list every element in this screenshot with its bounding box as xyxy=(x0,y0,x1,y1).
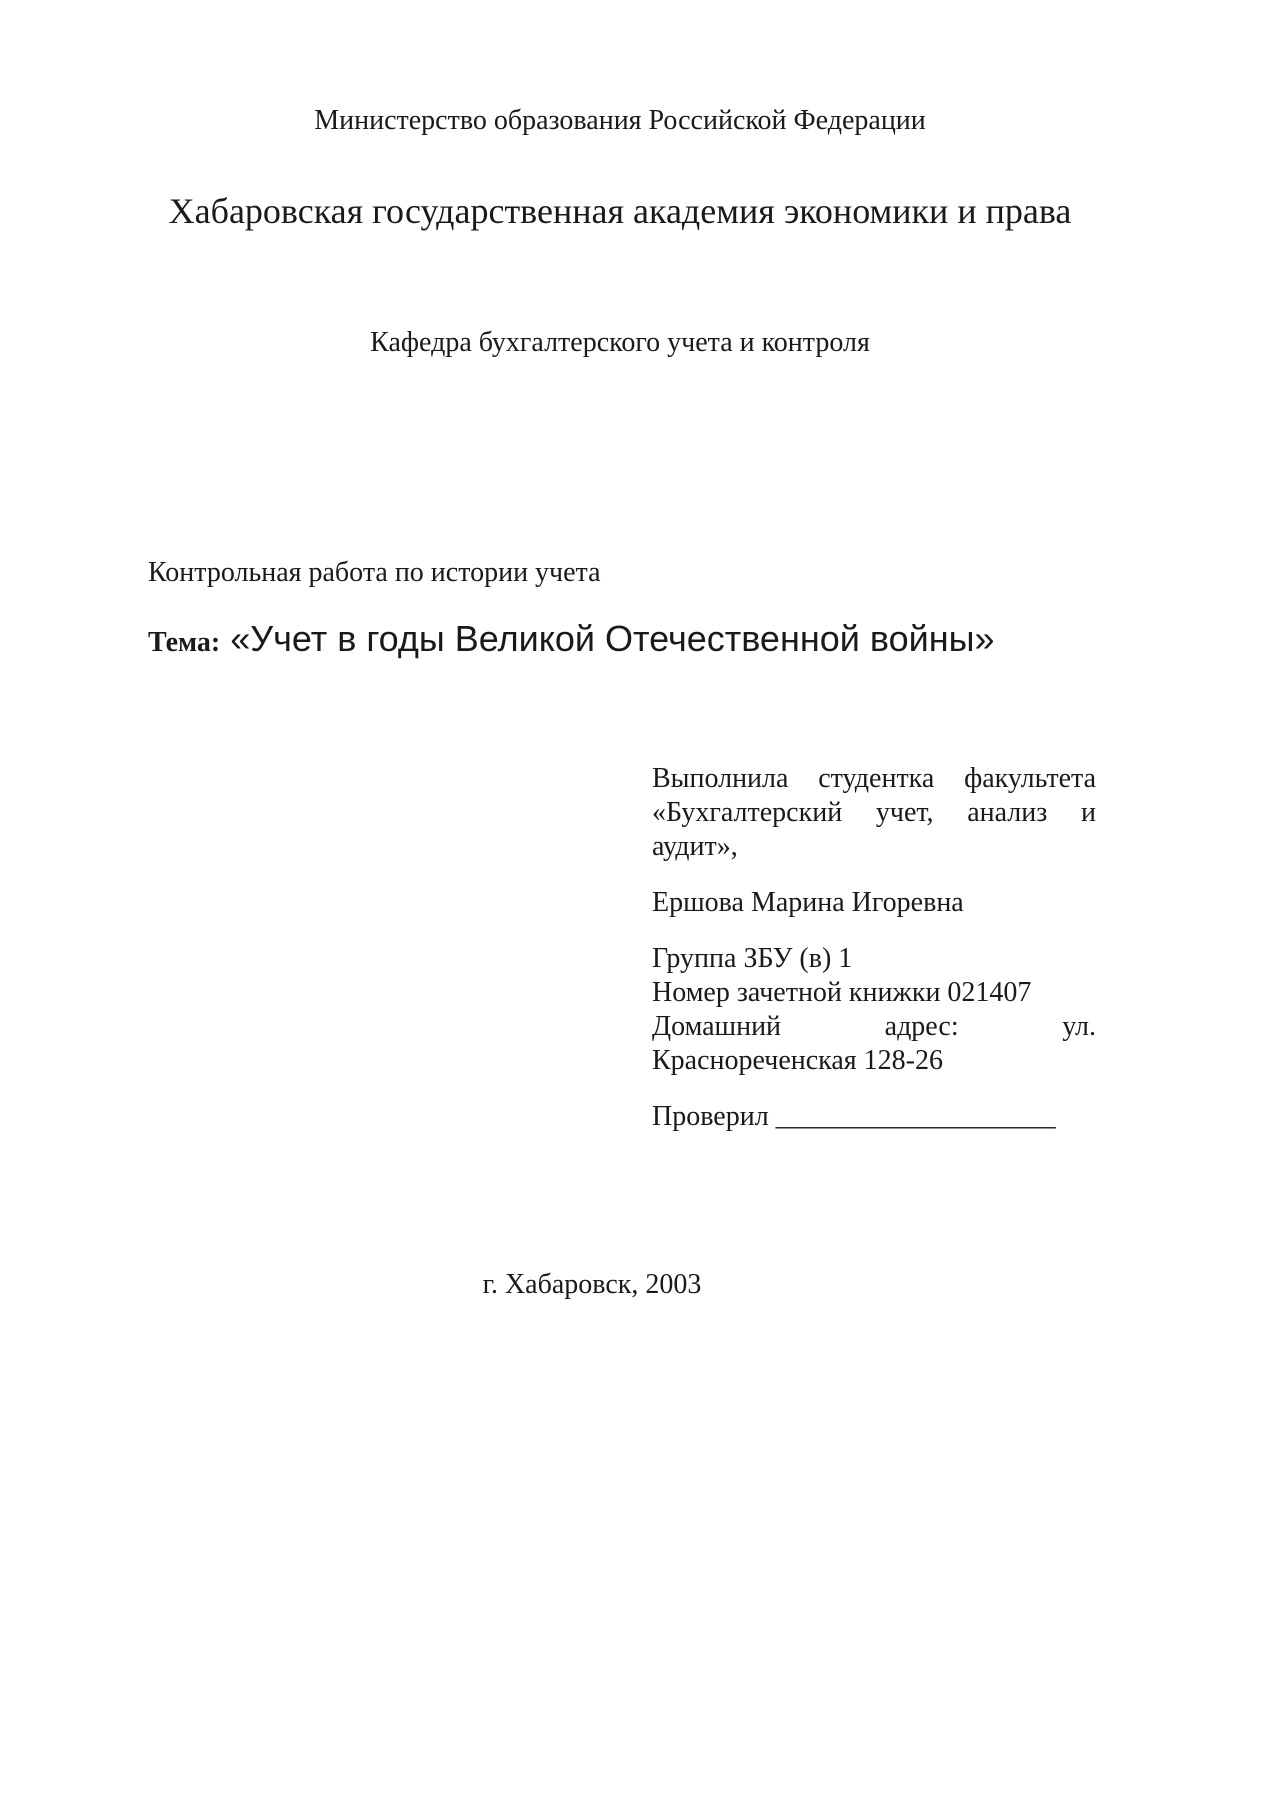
record-book-line: Номер зачетной книжки 021407 xyxy=(652,977,1032,1008)
address-label-line: Домашний адрес: ул. xyxy=(652,1011,1096,1042)
topic-label: Тема: xyxy=(148,627,221,658)
topic-line xyxy=(148,612,994,669)
checked-by-line: Проверил ____________________ xyxy=(652,1101,1056,1132)
department-heading: Кафедра бухгалтерского учета и контроля xyxy=(370,327,870,358)
city-year-footer: г. Хабаровск, 2003 xyxy=(482,1269,702,1300)
address-value-line: Красноречeнская 128-26 xyxy=(652,1045,943,1076)
work-type-line: Контрольная работа по истории учета xyxy=(148,557,601,588)
topic-title: «Учет в годы Великой Отечественной войны» xyxy=(230,618,995,659)
ministry-heading: Министерство образования Российской Федерации xyxy=(314,105,926,136)
group-line: Группа ЗБУ (в) 1 xyxy=(652,943,853,974)
faculty-line: Выполнила студентка факультета «Бухгалтерский учет, анализ и аудит», xyxy=(652,763,1096,862)
student-name: Ершова Марина Игоревна xyxy=(652,887,964,918)
academy-title: Хабаровская государственная академия экономики и права xyxy=(168,191,1072,231)
student-info-block xyxy=(652,762,1096,1134)
